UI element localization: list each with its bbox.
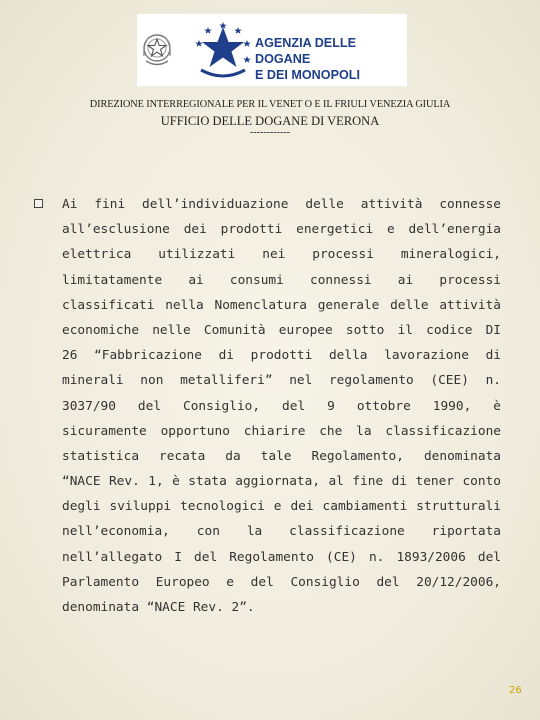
paragraph-line: denominata “NACE Rev. 2”. (62, 600, 255, 615)
direzione-heading: DIREZIONE INTERREGIONALE PER IL VENET O E IL FRIULI VENEZIA GIULIA (89, 99, 451, 110)
paragraph-line: 3037/90 del Consiglio, del 9 ottobre 1990, è (62, 398, 501, 414)
agency-name-line2: E DEI MONOPOLI (255, 68, 360, 82)
agency-name (255, 35, 407, 83)
page-number: 26 (509, 685, 522, 696)
agency-logo (137, 14, 407, 86)
paragraph-line: degli sviluppi tecnologici e dei cambiamenti strutturali (62, 499, 501, 515)
paragraph-line: classificati nella Nomenclatura generale delle attività (62, 297, 501, 313)
paragraph-line: sicuramente opportuno chiarire che la classificazione (62, 423, 501, 439)
paragraph-line: nell’allegato I del Regolamento (CE) n. 1893/2006 del (62, 549, 501, 565)
ufficio-heading: UFFICIO DELLE DOGANE DI VERONA (160, 114, 380, 128)
paragraph-line: nell’economia, con la classificazione riportata (62, 524, 501, 540)
paragraph-line: Ai fini dell’individuazione delle attività connesse (62, 197, 501, 212)
paragraph-line: elettrica utilizzati nei processi mineralogici, (62, 247, 501, 263)
paragraph-line: “NACE Rev. 1, è stata aggiornata, al fine di tener conto (62, 474, 501, 490)
paragraph-line: Parlamento Europeo e del Consiglio del 20/12/2006, (62, 574, 501, 590)
paragraph-line: minerali non metalliferi” nel regolamento (CEE) n. (62, 373, 501, 389)
paragraph-line: statistica recata da tale Regolamento, denominata (62, 448, 501, 464)
paragraph-line: 26 “Fabbricazione di prodotti della lavorazione di (62, 348, 501, 364)
body-paragraph (62, 192, 501, 620)
star-circle-logo-icon (193, 20, 253, 80)
header-separator: ------------ (250, 127, 290, 138)
paragraph-line: all’esclusione dei prodotti energetici e dell’energia (62, 222, 501, 238)
italian-republic-emblem-icon (141, 30, 173, 70)
paragraph-line: limitatamente ai consumi connessi ai processi (62, 272, 501, 288)
hollow-square-bullet-icon (34, 199, 43, 208)
paragraph-line: economiche nelle Comunità europee sotto il codice DI (62, 322, 501, 338)
agency-name-line1: AGENZIA DELLE DOGANE (255, 36, 356, 66)
